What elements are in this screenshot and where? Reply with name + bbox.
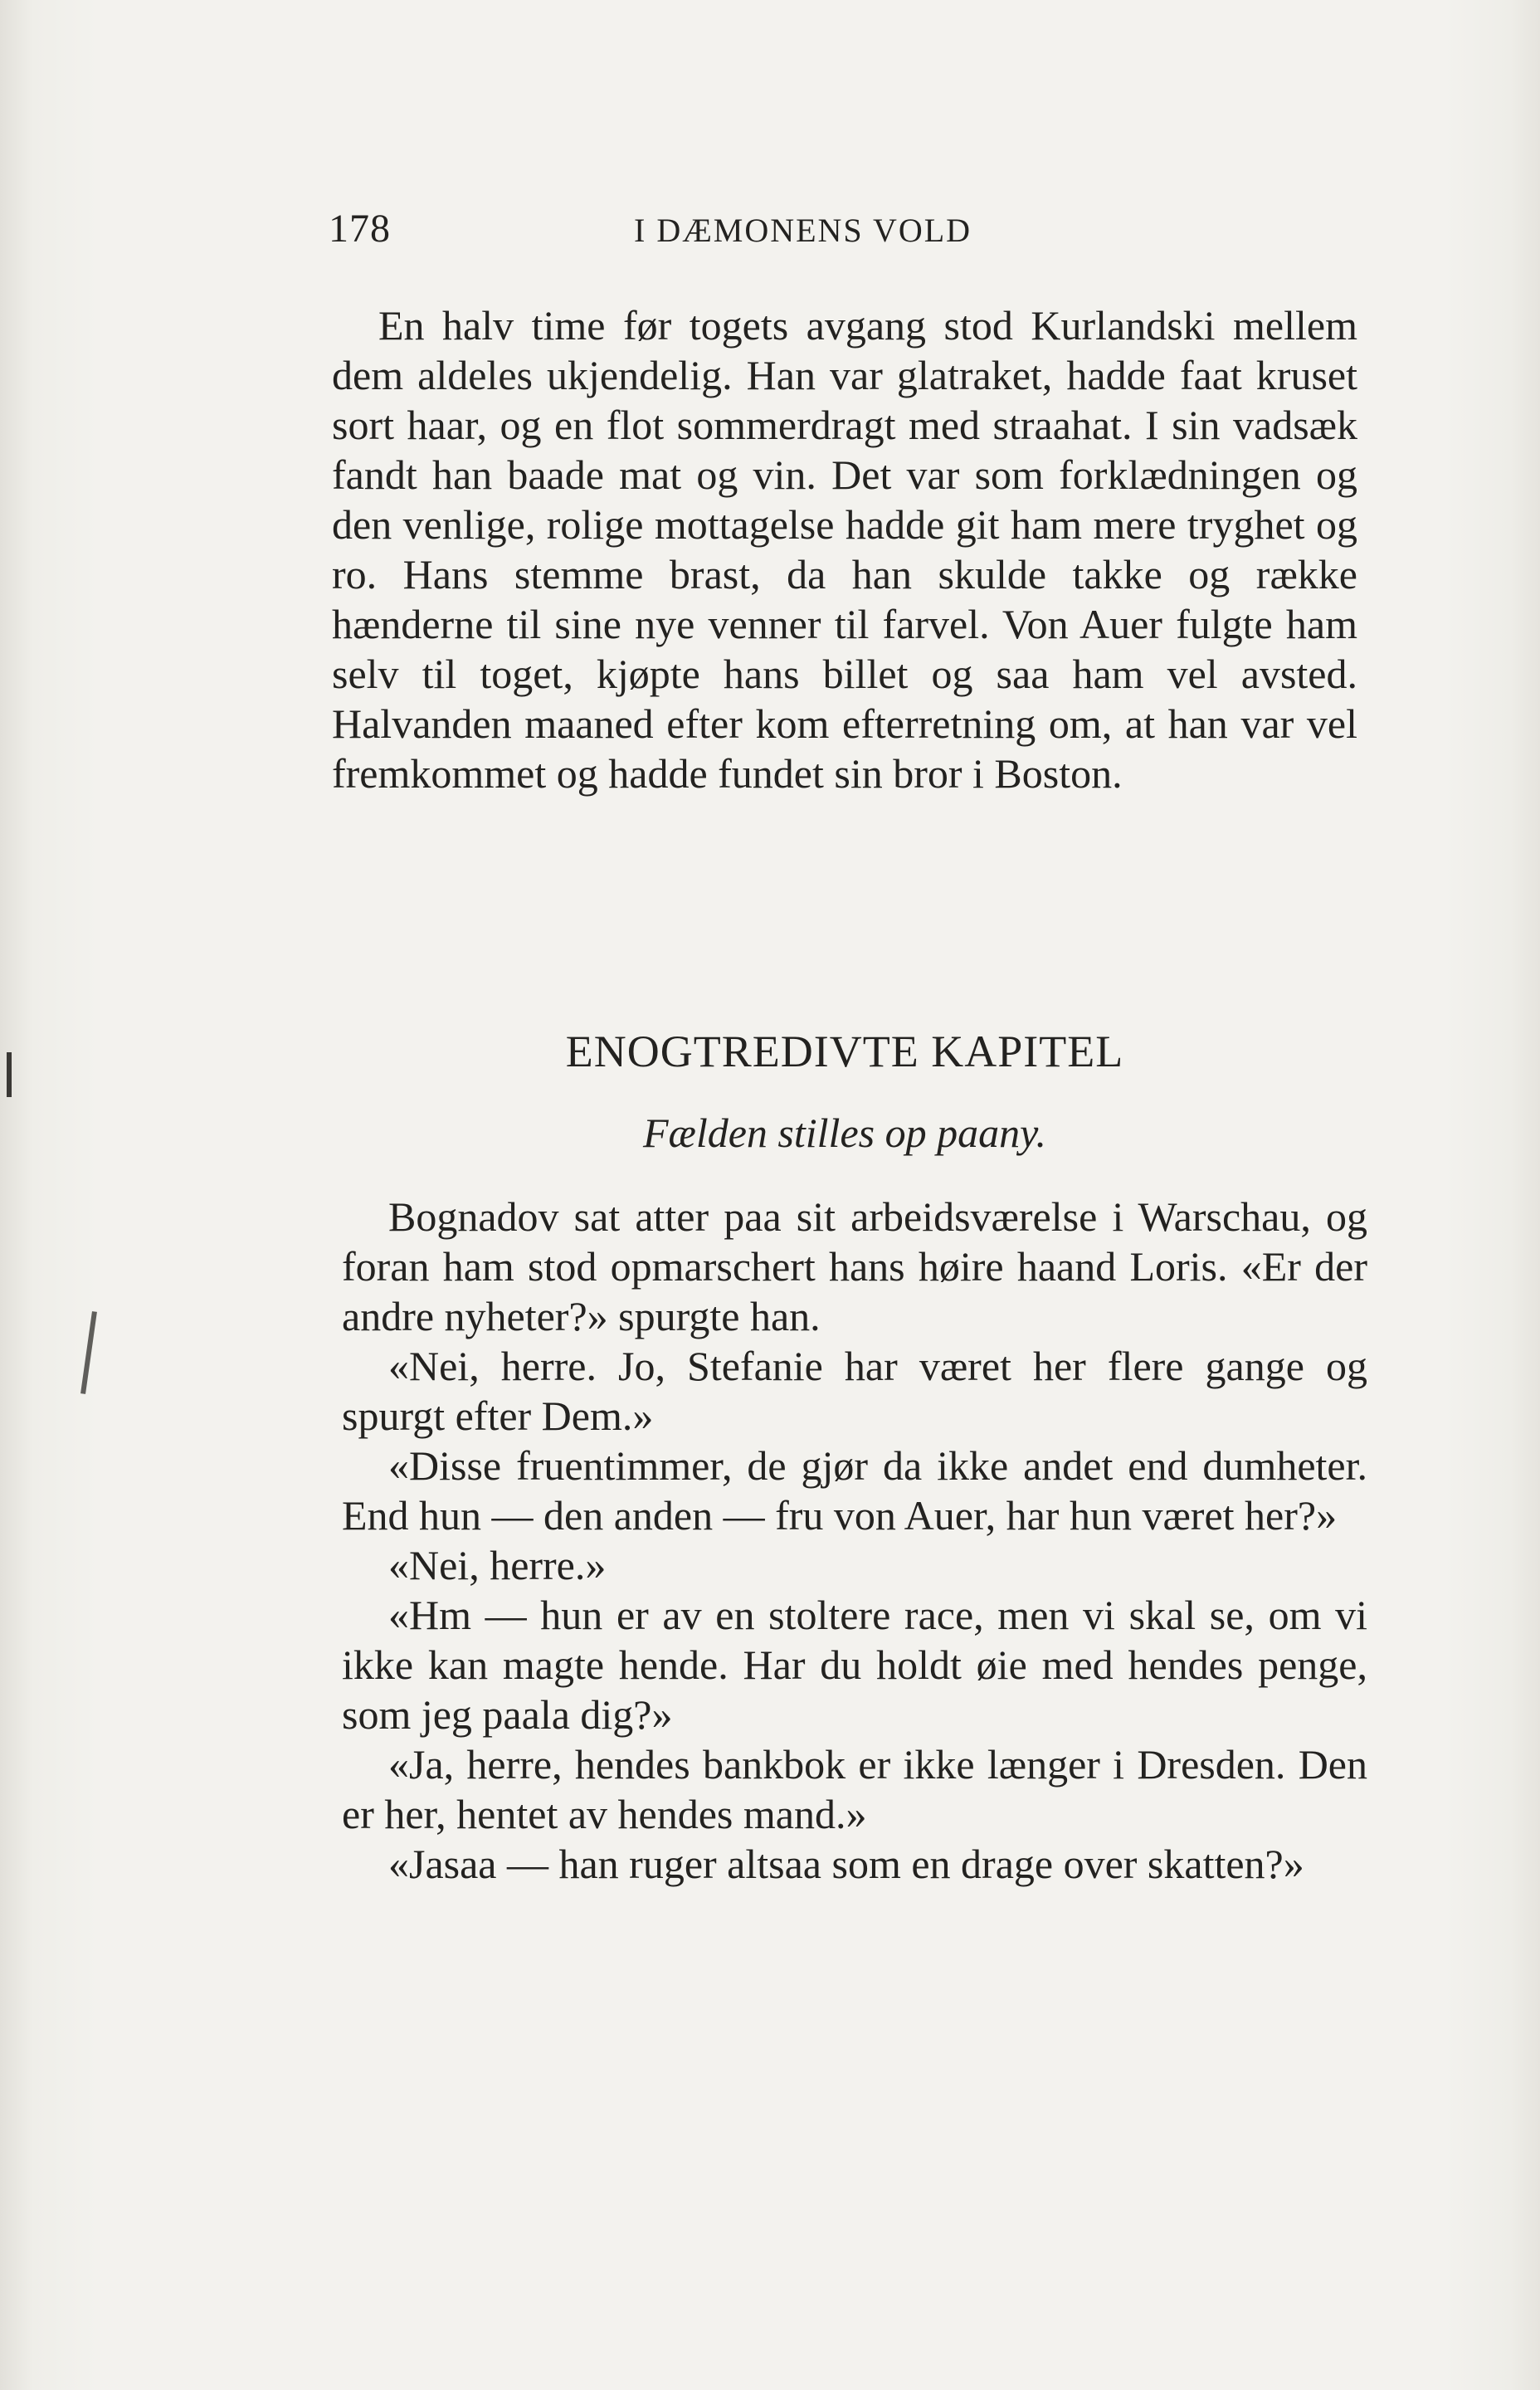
paragraph: «Hm — hun er av en stoltere race, men vi skal se, om vi ikke kan magte hende. Har du holdt øie med hendes penge, som jeg paala dig?» xyxy=(342,1592,1367,1738)
page-number: 178 xyxy=(329,207,391,251)
running-head: I DÆMONENS VOLD xyxy=(634,212,972,249)
page-header xyxy=(329,206,1367,256)
paragraph: Bognadov sat atter paa sit arbeidsværelse i Warschau, og foran ham stod opmarschert hans høire haand Loris. «Er der andre nyheter?» spurgte han. xyxy=(342,1193,1367,1339)
paragraph: «Nei, herre.» xyxy=(388,1542,607,1588)
paragraph: «Jasaa — han ruger altsaa som en drage over skatten?» xyxy=(388,1841,1304,1887)
section-1-text xyxy=(332,300,1357,798)
paragraph: En halv time før togets avgang stod Kurlandski mellem dem aldeles ukjendelig. Han var glatraket, hadde faat kruset sort haar, og en flot sommerdragt med straahat. I sin vadsæk fandt han baade mat og vin. Det var som forklædningen og den venlige, rolige mottagelse hadde git ham mere tryghet og ro. Hans stemme brast, da han skulde takke og række hænderne til sine nye venner til farvel. Von Auer fulgte ham selv til toget, kjøpte hans billet og saa ham vel avsted. Halvanden maaned efter kom efterretning om, at han var vel fremkommet og hadde fundet sin bror i Boston. xyxy=(332,302,1357,797)
paragraph: «Ja, herre, hendes bankbok er ikke længer i Dresden. Den er her, hentet av hendes mand.» xyxy=(342,1741,1367,1837)
chapter-heading: ENOGTREDIVTE KAPITEL xyxy=(565,1027,1124,1076)
section-2-text xyxy=(342,1192,1367,1889)
paragraph: «Disse fruentimmer, de gjør da ikke andet end dumheter. End hun — den anden — fru von Auer, har hun været her?» xyxy=(342,1442,1367,1539)
scan-margin-mark xyxy=(80,1311,97,1394)
chapter-subtitle: Fælden stilles op paany. xyxy=(642,1110,1047,1156)
scan-margin-mark xyxy=(7,1052,12,1097)
paragraph: «Nei, herre. Jo, Stefanie har været her flere gange og spurgt efter Dem.» xyxy=(342,1343,1367,1439)
